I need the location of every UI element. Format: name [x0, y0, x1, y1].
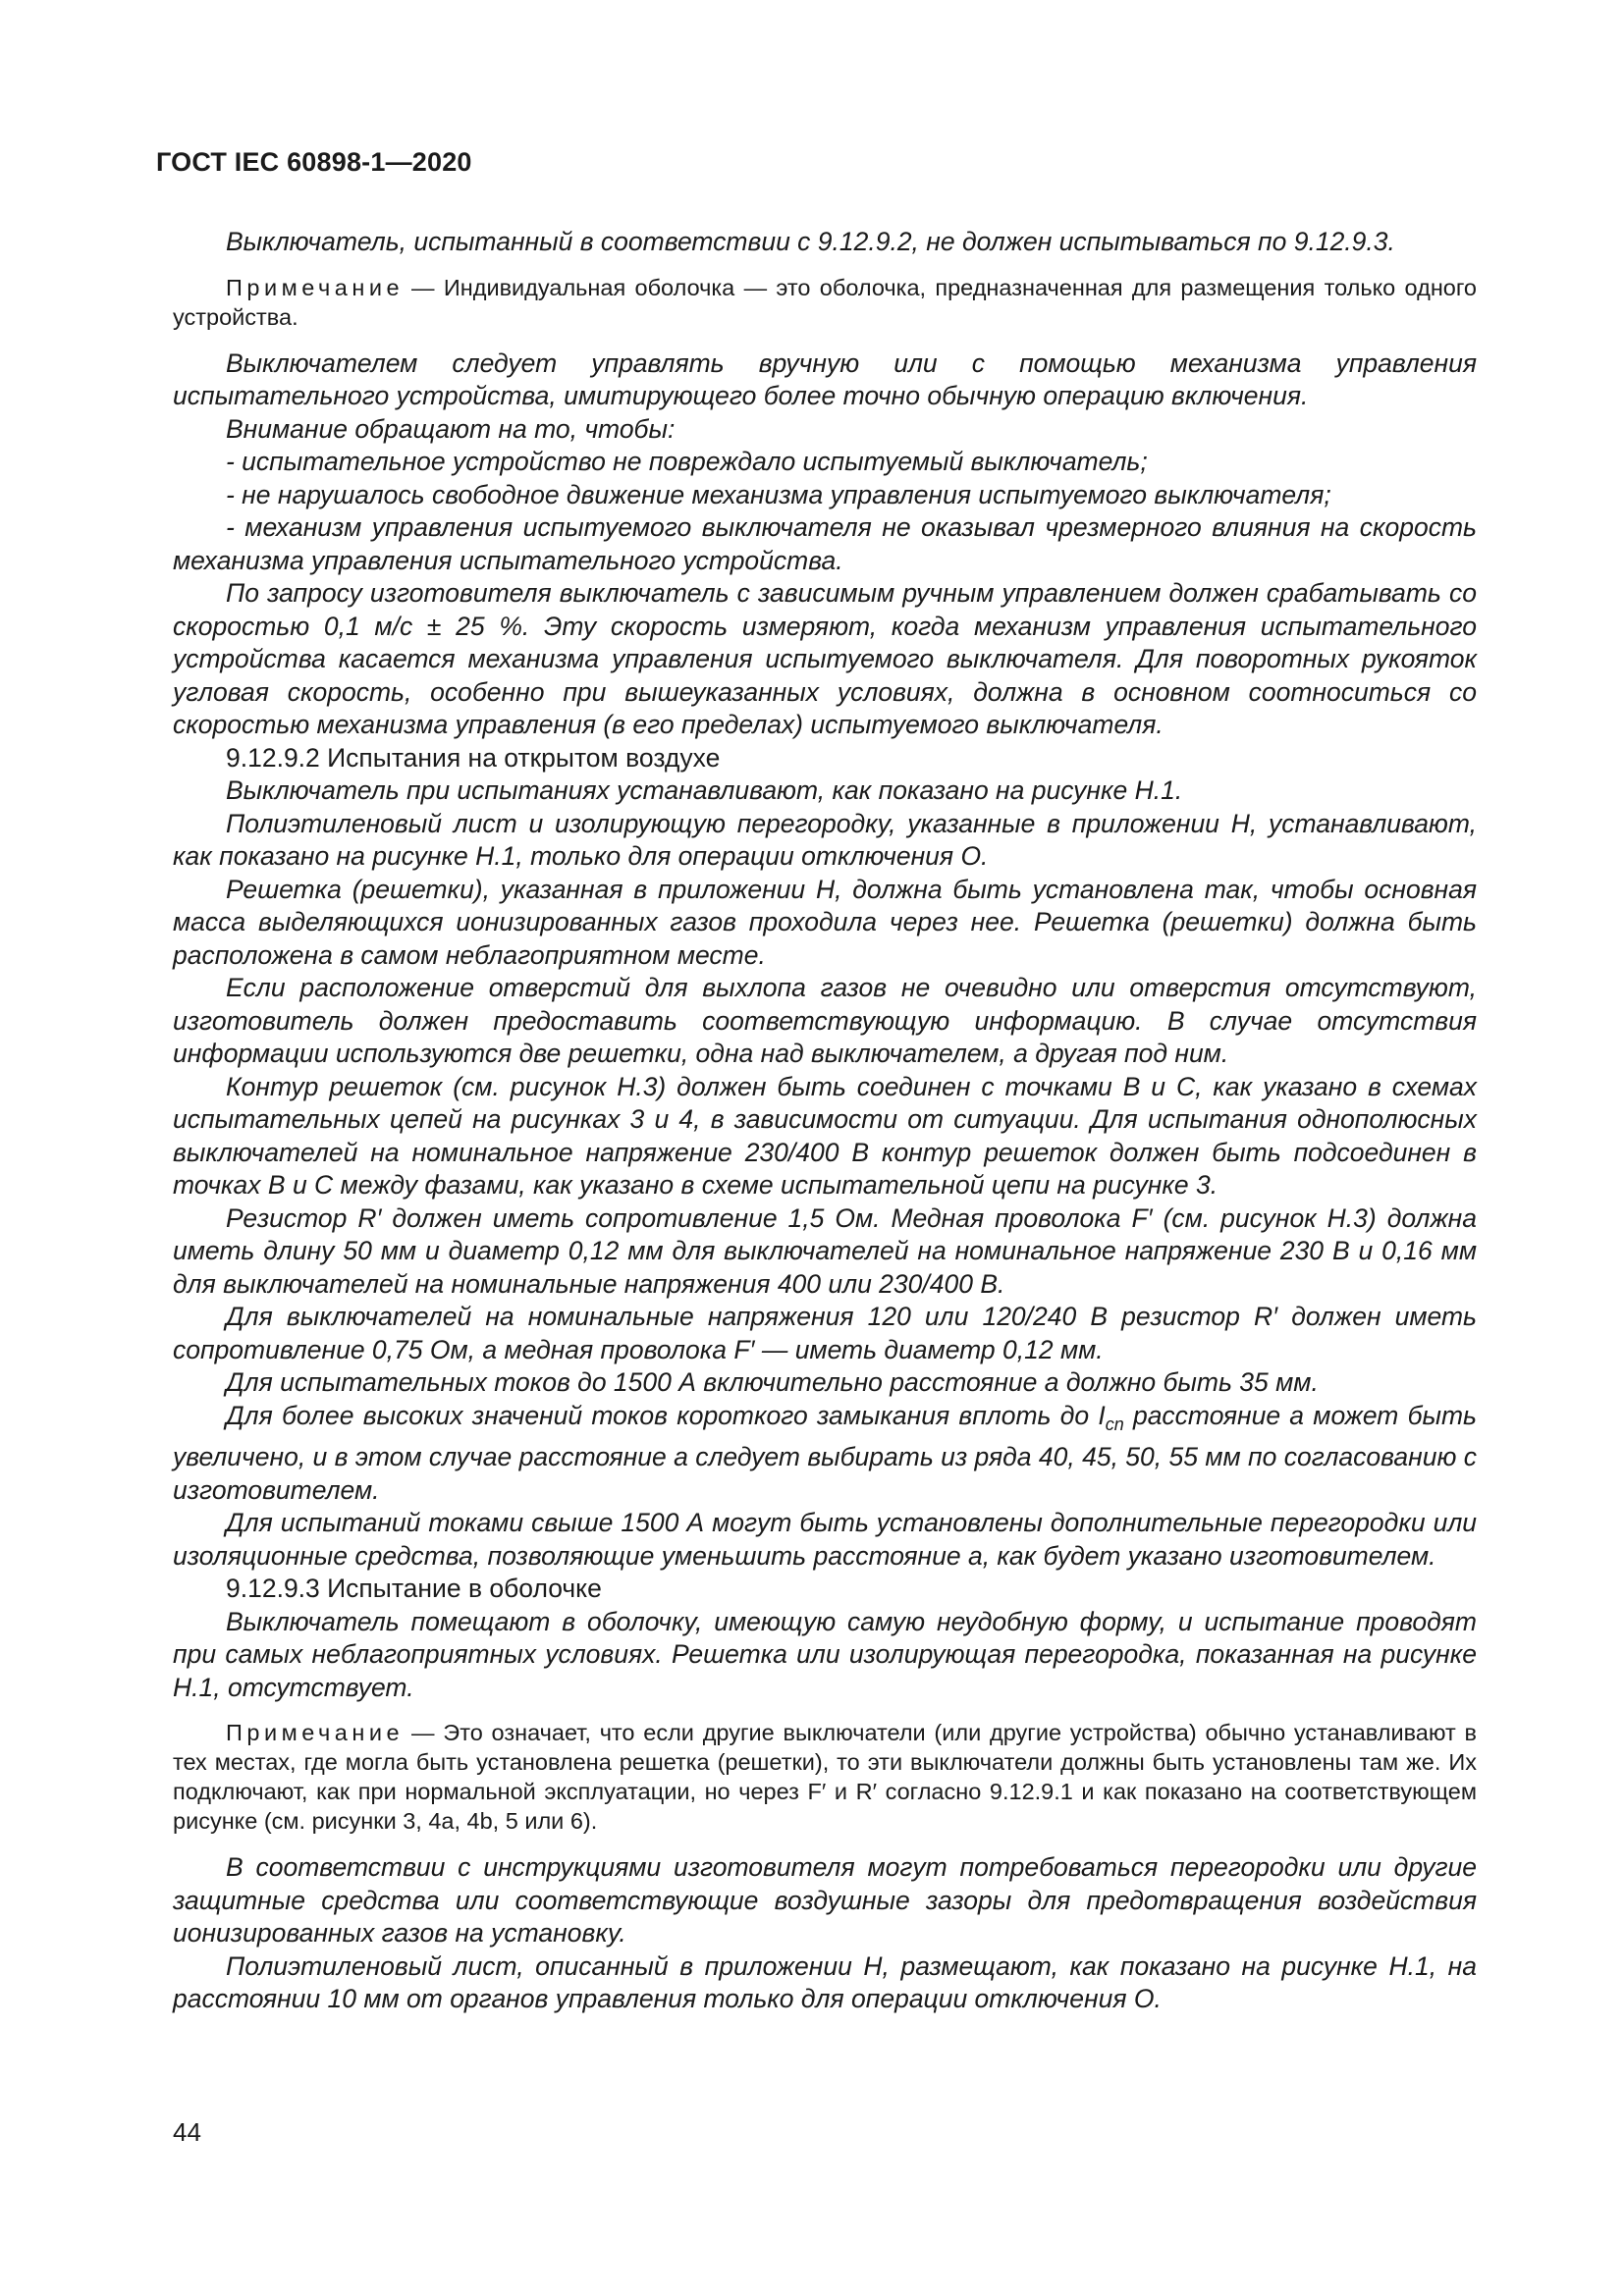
paragraph-text: расстояние а может быть увеличено, и в этом случае расстояние а следует выбирать из ряда 40, 45, 50, 55 мм по согласованию с изготовителем. [173, 1400, 1478, 1505]
paragraph: Выключатель помещают в оболочку, имеющую самую неудобную форму, и испытание проводят при самых неблагоприятных условиях. Решетка или изолирующая перегородка, показанная на рисунке Н.1, отсутствует. [173, 1606, 1477, 1702]
paragraph: Контур решеток (см. рисунок Н.3) должен быть соединен с точками В и С, как указано в схемах испытательных цепей на рисунках 3 и 4, в зависимости от ситуации. Для испытания однополюсных выключателей на номинальное напряжение 230/400 В контур решеток должен быть подсоединен в точках В и С между фазами, как указано в схеме испытательной цепи на рисунке 3. [173, 1071, 1477, 1200]
paragraph: Выключатель при испытаниях устанавливают, как показано на рисунке Н.1. [226, 775, 1183, 805]
page-header-standard-id: ГОСТ IEC 60898-1—2020 [156, 147, 472, 177]
paragraph: Полиэтиленовый лист, описанный в приложении Н, размещают, как показано на рисунке Н.1, на расстоянии 10 мм от органов управления только для операции отключения О. [173, 1950, 1477, 2013]
list-item: - испытательное устройство не повреждало испытуемый выключатель; [226, 447, 1148, 476]
paragraph: Для выключателей на номинальные напряжения 120 или 120/240 В резистор R′ должен иметь сопротивление 0,75 Ом, а медная проволока F′ — иметь диаметр 0,12 мм. [173, 1302, 1477, 1364]
paragraph: Выключателем следует управлять вручную или с помощью механизма управления испытательного устройства, имитирующего более точно обычную операцию включения. [173, 347, 1477, 410]
paragraph: Резистор R′ должен иметь сопротивление 1,5 Ом. Медная проволока F′ (см. рисунок Н.3) должна иметь длину 50 мм и диаметр 0,12 мм для выключателей на номинальное напряжение 230 В и 0,16 мм для выключателей на номинальные напряжения 400 или 230/400 В. [173, 1202, 1477, 1299]
note-text: — Индивидуальная оболочка — это оболочка, предназначенная для размещения только одного устройства. [173, 274, 1477, 330]
paragraph: Полиэтиленовый лист и изолирующую перегородку, указанные в приложении Н, устанавливают, как показано на рисунке Н.1, только для операции отключения О. [173, 808, 1477, 871]
paragraph: По запросу изготовителя выключатель с зависимым ручным управлением должен срабатывать со скоростью 0,1 м/с ± 25 %. Эту скорость измеряют, когда механизм управления испытательного устройства касается механизма управления испытуемого выключателя. Для поворотных рукояток угловая скорость, особенно при вышеуказанных условиях, должна в основном соотноситься со скоростью механизма управления (в его пределах) испытуемого выключателя. [173, 578, 1477, 739]
paragraph: Решетка (решетки), указанная в приложении Н, должна быть установлена так, чтобы основная масса выделяющихся ионизированных газов проходила через нее. Решетка (решетки) должна быть расположена в самом неблагоприятном месте. [173, 874, 1477, 970]
paragraph: Для испытательных токов до 1500 А включительно расстояние а должно быть 35 мм. [226, 1367, 1319, 1397]
paragraph [173, 1400, 1477, 1508]
section-heading: 9.12.9.3 Испытание в оболочке [226, 1574, 602, 1603]
note-label: Примечание [226, 274, 405, 300]
subscript: cn [1105, 1414, 1124, 1434]
document-body [173, 226, 1477, 2016]
paragraph: Внимание обращают на то, чтобы: [226, 413, 676, 444]
paragraph: Если расположение отверстий для выхлопа газов не очевидно или отверстия отсутствуют, изготовитель должен предоставить соответствующую информацию. В случае отсутствия информации используются две решетки, одна над выключателем, а другая под ним. [173, 973, 1477, 1068]
note-text: — Это означает, что если другие выключатели (или другие устройства) обычно устанавливают в тех местах, где могла быть установлена решетка (решетки), то эти выключатели должны быть установлены там же. Их подключают, как при нормальной эксплуатации, но через F′ и R′ согласно 9.12.9.1 и как показано на соответствующем рисунке (см. рисунки 3, 4a, 4b, 5 или 6). [173, 1720, 1477, 1834]
paragraph: В соответствии с инструкциями изготовителя могут потребоваться перегородки или другие защитные средства или соответствующие воздушные зазоры для предотвращения воздействия ионизированных газов на установку. [173, 1852, 1477, 1948]
paragraph-text: Для более высоких значений токов короткого замыкания вплоть до I [226, 1400, 1106, 1430]
paragraph: Для испытаний токами свыше 1500 А могут быть установлены дополнительные перегородки или изоляционные средства, позволяющие уменьшить расстояние а, как будет указано изготовителем. [173, 1508, 1477, 1571]
note [173, 1718, 1477, 1836]
list-item: - механизм управления испытуемого выключателя не оказывал чрезмерного влияния на скорость механизма управления испытательного устройства. [173, 512, 1477, 575]
list-item: - не нарушалось свободное движение механизма управления испытуемого выключателя; [226, 479, 1331, 509]
note-label: Примечание [226, 1720, 405, 1745]
section-heading: 9.12.9.2 Испытания на открытом воздухе [226, 742, 721, 773]
page-number: 44 [173, 2117, 201, 2147]
note [173, 273, 1477, 332]
paragraph: Выключатель, испытанный в соответствии с 9.12.9.2, не должен испытываться по 9.12.9.3. [226, 227, 1395, 256]
